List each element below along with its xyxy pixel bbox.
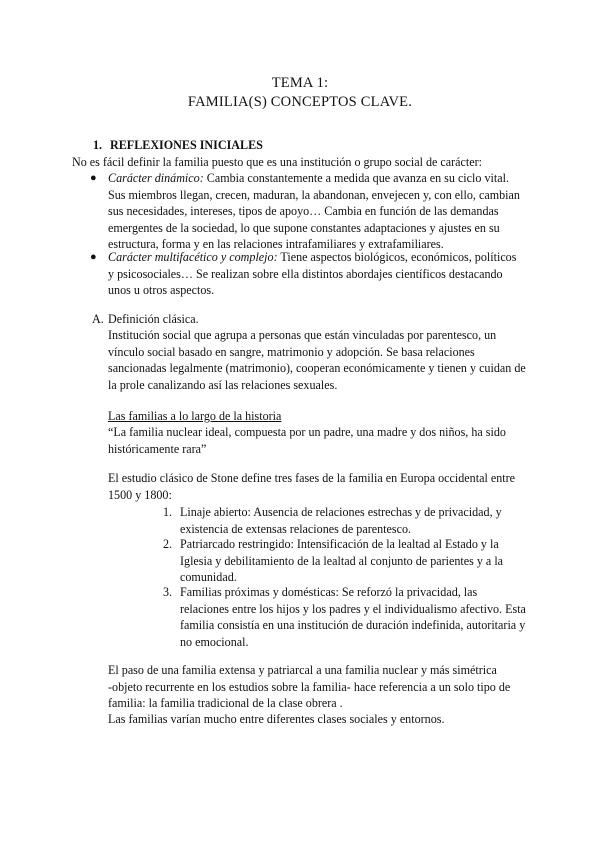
- bullet-item-dynamic: [108, 170, 528, 253]
- paragraph-line: vínculo social basado en sangre, matrimonio y adopción. Se basa relaciones: [108, 344, 475, 359]
- bullet-marker: ●: [90, 251, 97, 263]
- document-title-line-2: FAMILIA(S) CONCEPTOS CLAVE.: [187, 94, 413, 110]
- bullet-text-line: Cambia constantemente a medida que avanza en su ciclo vital.: [203, 171, 509, 185]
- bullet-text-line: Tiene aspectos biológicos, económicos, políticos: [277, 250, 517, 264]
- subsection-letter: A.: [92, 312, 104, 326]
- list-item-line: familia consistía en una institución de duración indefinida, autoritaria y: [180, 618, 526, 632]
- paragraph-line: históricamente rara”: [108, 441, 207, 456]
- paragraph-line: “La familia nuclear ideal, compuesta por un padre, una madre y dos niños, ha sido: [108, 425, 506, 439]
- list-item-phase-2: [180, 536, 530, 586]
- paragraph-line: 1500 y 1800:: [108, 487, 172, 502]
- bullet-label: Carácter dinámico:: [108, 171, 204, 185]
- list-item-line: Iglesia y debilitamiento de la lealtad al conjunto de parientes y a la: [180, 553, 504, 568]
- list-item-line: Patriarcado restringido: Intensificación de la lealtad al Estado y la: [180, 537, 499, 551]
- paragraph-line: sancionadas legalmente (matrimonio), cooperan económicamente y tienen y cuidan de: [108, 361, 526, 375]
- paragraph-line: El paso de una familia extensa y patriarcal a una familia nuclear y más simétrica: [108, 663, 497, 677]
- bullet-marker: ●: [90, 172, 97, 184]
- list-item-line: Linaje abierto: Ausencia de relaciones estrechas y de privacidad, y: [180, 505, 502, 519]
- bullet-text-line: sus necesidades, intereses, tipos de apoyo… Cambia en función de las demandas: [108, 204, 499, 218]
- document-title-line-1: TEMA 1:: [271, 75, 329, 91]
- list-number: 1.: [163, 505, 173, 519]
- history-heading: Las familias a lo largo de la historia: [108, 409, 282, 423]
- section-number: 1.: [93, 138, 103, 152]
- list-number: 3.: [163, 585, 173, 599]
- list-item-phase-1: [180, 504, 530, 537]
- section-heading: REFLEXIONES INICIALES: [110, 138, 263, 152]
- bullet-label: Carácter multifacético y complejo:: [108, 250, 278, 264]
- bullet-text-line: unos u otros aspectos.: [108, 283, 215, 297]
- bullet-text-line: estructura, forma y en las relaciones intrafamiliares y extrafamiliares.: [108, 237, 444, 251]
- definition-paragraph: [108, 327, 528, 393]
- paragraph-line: Institución social que agrupa a personas que están vinculadas por parentesco, un: [108, 328, 497, 342]
- list-item-phase-3: [180, 584, 530, 650]
- list-item-line: Familias próximas y domésticas: Se reforzó la privacidad, las: [180, 585, 478, 599]
- quote-paragraph: [108, 424, 528, 457]
- stone-paragraph: [108, 470, 528, 503]
- paragraph-line: El estudio clásico de Stone define tres fases de la familia en Europa occidental entre: [108, 471, 515, 485]
- bullet-text-line: emergentes de la sociedad, lo que supone constantes adaptaciones y ajustes en su: [108, 220, 500, 235]
- paragraph-line: la prole canalizando así las relaciones sexuales.: [108, 377, 338, 392]
- subsection-heading: Definición clásica.: [108, 312, 199, 326]
- intro-paragraph: No es fácil definir la familia puesto que es una institución o grupo social de carácter:: [72, 155, 483, 169]
- bullet-item-complex: [108, 249, 528, 299]
- list-item-line: no emocional.: [180, 634, 249, 649]
- list-item-line: existencia de extensas relaciones de parentesco.: [180, 521, 412, 536]
- list-item-line: comunidad.: [180, 570, 237, 584]
- paragraph-line: -objeto recurrente en los estudios sobre la familia- hace referencia a un solo tipo de: [108, 679, 511, 694]
- final-sentence: Las familias varían mucho entre diferentes clases sociales y entornos.: [108, 712, 445, 726]
- bullet-text-line: y psicosociales… Se realizan sobre ella distintos abordajes científicos destacando: [108, 266, 503, 281]
- paragraph-line: familia: la familia tradicional de la clase obrera .: [108, 696, 343, 710]
- list-item-line: relaciones entre los hijos y los padres y el individualismo afectivo. Esta: [180, 601, 526, 616]
- closing-paragraph: [108, 662, 528, 712]
- bullet-text-line: Sus miembros llegan, crecen, maduran, la abandonan, envejecen y, con ello, cambian: [108, 187, 520, 202]
- list-number: 2.: [163, 537, 173, 551]
